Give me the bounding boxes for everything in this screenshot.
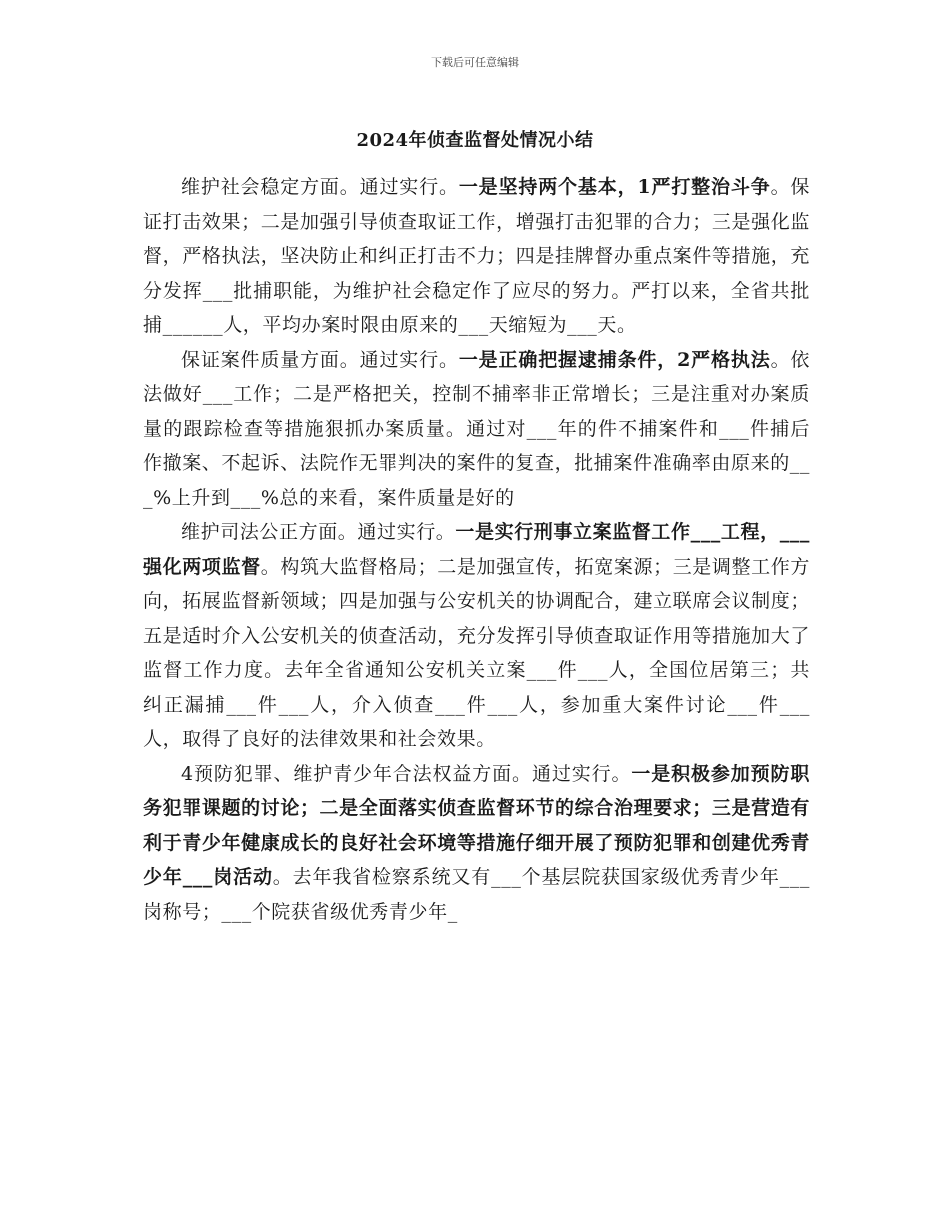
paragraph-case-quality — [143, 343, 810, 516]
paragraph-bold: 一是坚持两个基本，1严打整治斗争 — [458, 176, 771, 198]
document-title: 2024年侦查监督处情况小结 — [356, 130, 594, 151]
paragraph-social-stability — [143, 170, 810, 343]
paragraph-crime-prevention — [143, 757, 810, 930]
paragraph-lead: 4预防犯罪、维护青少年合法权益方面。通过实行。 — [181, 762, 632, 785]
document-body — [143, 170, 810, 929]
paragraph-bold: 一是正确把握逮捕条件，2严格执法 — [458, 348, 771, 371]
paragraph-rest: 。构筑大监督格局；二是加强宣传，拓宽案源；三是调整工作方向，拓展监督新领域；四是加强与公安机关的协调配合，建立联席会议制度；五是适时介入公安机关的侦查活动，充分发挥引导侦查取证作用等措施加大了监督工作力度。去年全省通知公安机关立案___件___人，全国位居第三；共纠正漏捕___件___人，介入侦查___件___人，参加重大案件讨论___件___人，取得了良好的法律效果和社会效果。 — [143, 555, 810, 750]
paragraph-lead: 保证案件质量方面。通过实行。 — [181, 348, 459, 371]
paragraph-rest: 。保证打击效果；二是加强引导侦查取证工作，增强打击犯罪的合力；三是强化监督，严格执法，坚决防止和纠正打击不力；四是挂牌督办重点案件等措施，充分发挥___批捕职能，为维护社会稳定作了应尽的努力。严打以来，全省共批捕______人，平均办案时限由原来的___天缩短为___天。 — [143, 176, 811, 336]
paragraph-bold: 一是实行刑事立案监督工作___工程，___强化两项监督 — [143, 521, 811, 578]
paragraph-bold: 一是积极参加预防职务犯罪课题的讨论；二是全面落实侦查监督环节的综合治理要求；三是营造有利于青少年健康成长的良好社会环境等措施仔细开展了预防犯罪和创建优秀青少年___岗活动 — [143, 762, 811, 888]
paragraph-rest: 。依法做好___工作；二是严格把关，控制不捕率非正常增长；三是注重对办案质量的跟踪检查等措施狠抓办案质量。通过对___年的件不捕案件和___件捕后作撤案、不起诉、法院作无罪判决的案件的复查，批捕案件准确率由原来的___%上升到___%总的来看，案件质量是好的 — [143, 348, 811, 509]
paragraph-rest: 。去年我省检察系统又有___个基层院获国家级优秀青少年___岗称号；___个院获省级优秀青少年_ — [143, 866, 810, 923]
paragraph-lead: 维护社会稳定方面。通过实行。 — [181, 176, 459, 198]
paragraph-lead: 维护司法公正方面。通过实行。 — [181, 521, 456, 543]
page-header: 下载后可任意编辑 — [431, 56, 519, 69]
paragraph-judicial-fairness — [143, 515, 810, 757]
